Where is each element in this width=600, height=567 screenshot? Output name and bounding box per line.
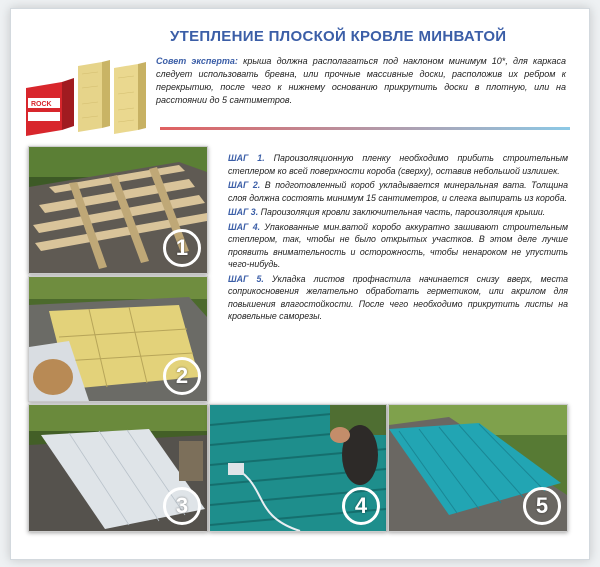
photo-step-3: [28, 404, 208, 532]
product-brand-logo: ROCK: [31, 101, 52, 108]
step-4: [228, 221, 568, 271]
step-label: ШАГ 3.: [228, 207, 259, 217]
step-text: В подготовленный короб укладывается минеральная вата. Толщина слоя должна состоять минимум 15 сантиметров, и слегка выпирать из короба.: [228, 180, 568, 203]
step-text: Упакованные мин.ватой коробо аккуратно зашивают строительным степлером, так, чтобы не было открытых участков. В этом деле лучше проявить внимательность и осторожность, чтобы ненароком не упустить чего-нибудь.: [228, 221, 568, 269]
divider: [160, 127, 570, 130]
steps-list: [228, 152, 568, 325]
photo-step-5: [388, 404, 568, 532]
step-label: ШАГ 2.: [228, 180, 261, 190]
expert-tip: [156, 55, 566, 107]
mineral-wool-product-image: [22, 58, 152, 138]
step-number-1: 1: [163, 229, 201, 267]
expert-tip-text: крыша должна располагаться под наклоном минимум 10*, для каркаса следует использовать бревна, или прочные массивные доски, расположив их ребром к перекрытию, после чего к нижнему основанию прикрутить доски в плотную, или на расстоянии до 5 сантиметров.: [156, 56, 566, 105]
expert-tip-label: Совет эксперта:: [156, 56, 238, 66]
photo-step-1: [28, 146, 208, 274]
step-1: [228, 152, 568, 177]
photo-step-2: [28, 276, 208, 402]
step-3: [228, 206, 568, 219]
step-number-4: 4: [342, 487, 380, 525]
step-text: Пароизоляционную пленку необходимо прибить строительным степлером ко всей поверхности короба (сверху), оставив небольшой излишек.: [228, 153, 568, 176]
page-title: УТЕПЛЕНИЕ ПЛОСКОЙ КРОВЛЕ МИНВАТОЙ: [170, 28, 507, 45]
step-label: ШАГ 4.: [228, 221, 261, 232]
step-number-5: 5: [523, 487, 561, 525]
step-text: Укладка листов профнастила начинается снизу вверх, места соприкосновения желательно обработать герметиком, или акрилом для повышения влагостойкости. После чего необходимо прикрутить листы на кровельные саморезы.: [228, 273, 568, 321]
step-label: ШАГ 5.: [228, 273, 264, 284]
step-text: Пароизоляция кровли заключительная часть, пароизоляция крыши.: [258, 207, 546, 217]
step-label: ШАГ 1.: [228, 153, 265, 163]
step-number-3: 3: [163, 487, 201, 525]
photo-step-4: [209, 404, 387, 532]
step-2: [228, 179, 568, 204]
step-5: [228, 273, 568, 323]
step-number-2: 2: [163, 357, 201, 395]
